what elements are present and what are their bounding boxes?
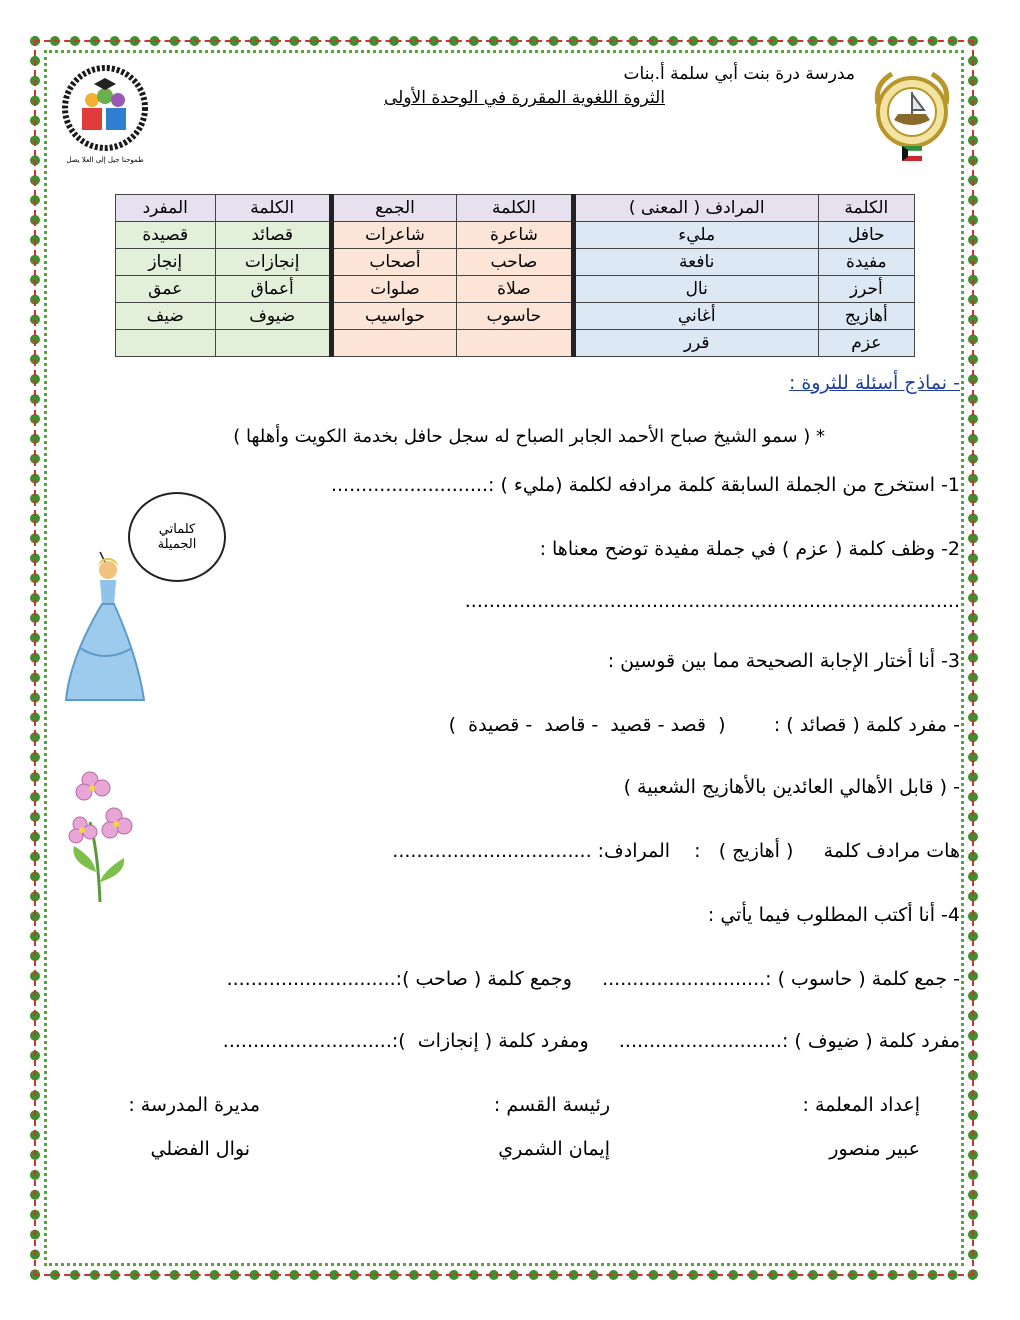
- principal-name: نوال الفضلي: [150, 1138, 250, 1160]
- bubble-text: كلماتي: [158, 522, 196, 537]
- table-cell: إنجاز: [116, 249, 216, 276]
- table-cell: ضيوف: [215, 303, 331, 330]
- teacher-name: عبير منصور: [829, 1138, 920, 1160]
- table-cell: [331, 330, 456, 357]
- table-cell: صلاة: [457, 276, 574, 303]
- principal-label: مديرة المدرسة :: [128, 1094, 260, 1116]
- table-row: [116, 330, 915, 357]
- question-1: 1- استخرج من الجملة السابقة كلمة مرادفه لكلمة (مليء ) :..........................: [330, 474, 960, 496]
- school-name: مدرسة درة بنت أبي سلمة أ.بنات: [623, 64, 855, 84]
- table-cell: مفيدة: [818, 249, 914, 276]
- table-cell: إنجازات: [215, 249, 331, 276]
- table-header: المفرد: [116, 195, 216, 222]
- question-3: 3- أنا أختار الإجابة الصحيحة مما بين قوسين :: [607, 650, 960, 672]
- table-cell: قصيدة: [116, 222, 216, 249]
- table-row: [116, 222, 915, 249]
- school-logo-icon: [60, 58, 150, 170]
- table-cell: حافل: [818, 222, 914, 249]
- table-cell: أعماق: [215, 276, 331, 303]
- kuwait-emblem-icon: [872, 64, 952, 174]
- answer-line: ..................................................................................: [464, 590, 960, 612]
- question-4: 4- أنا أكتب المطلوب فيما يأتي :: [707, 904, 960, 926]
- table-row: [116, 303, 915, 330]
- logo-motto: طموحنا جيل إلى العلا يصل: [66, 156, 144, 164]
- table-cell: ضيف: [116, 303, 216, 330]
- princess-illustration-icon: [60, 548, 150, 708]
- question-2: 2- وظف كلمة ( عزم ) في جملة مفيدة توضح معناها :: [539, 538, 960, 560]
- bubble-text: الجميلة: [157, 537, 197, 552]
- section-title: - نماذج أسئلة للثروة :: [788, 372, 960, 394]
- question-4a: - جمع كلمة ( حاسوب ) :........................... وجمع كلمة ( صاحب ):............................: [226, 968, 960, 990]
- table-cell: عزم: [818, 330, 914, 357]
- table-cell: [457, 330, 574, 357]
- flower-illustration-icon: [60, 762, 140, 902]
- page-title: الثروة اللغوية المقررة في الوحدة الأولى: [383, 88, 665, 108]
- table-cell: أحرز: [818, 276, 914, 303]
- question-3a: - مفرد كلمة ( قصائد ) : ( قصد - قصيد - قاصد - قصيدة ): [448, 714, 960, 736]
- table-header: الكلمة: [818, 195, 914, 222]
- question-4b: مفرد كلمة ( ضيوف ) :........................... ومفرد كلمة ( إنجازات ):............................: [222, 1030, 960, 1052]
- table-header: الجمع: [331, 195, 456, 222]
- head-label: رئيسة القسم :: [493, 1094, 610, 1116]
- question-3b: - ( قابل الأهالي العائدين بالأهازيج الشعبية ): [623, 776, 960, 798]
- table-row: [116, 249, 915, 276]
- table-cell: [116, 330, 216, 357]
- teacher-label: إعداد المعلمة :: [802, 1094, 920, 1116]
- table-cell: صاحب: [457, 249, 574, 276]
- table-cell: نال: [573, 276, 818, 303]
- table-cell: حواسيب: [331, 303, 456, 330]
- quote-sentence: * ( سمو الشيخ صباح الأحمد الجابر الصباح له سجل حافل بخدمة الكويت وأهلها ): [233, 426, 825, 447]
- table-cell: مليء: [573, 222, 818, 249]
- table-cell: أصحاب: [331, 249, 456, 276]
- question-3c: هات مرادف كلمة ( أهازيج ) : المرادف: .................................: [392, 840, 960, 862]
- table-header: الكلمة: [457, 195, 574, 222]
- table-cell: قرر: [573, 330, 818, 357]
- table-cell: أغاني: [573, 303, 818, 330]
- vocabulary-table: [115, 194, 915, 357]
- table-header: الكلمة: [215, 195, 331, 222]
- table-header-row: [116, 195, 915, 222]
- head-name: إيمان الشمري: [498, 1138, 610, 1160]
- table-cell: [215, 330, 331, 357]
- table-cell: قصائد: [215, 222, 331, 249]
- table-cell: صلوات: [331, 276, 456, 303]
- table-cell: أهازيج: [818, 303, 914, 330]
- table-cell: شاعرات: [331, 222, 456, 249]
- table-cell: نافعة: [573, 249, 818, 276]
- table-row: [116, 276, 915, 303]
- table-cell: شاعرة: [457, 222, 574, 249]
- table-cell: حاسوب: [457, 303, 574, 330]
- table-header: المرادف ( المعنى ): [573, 195, 818, 222]
- table-cell: عمق: [116, 276, 216, 303]
